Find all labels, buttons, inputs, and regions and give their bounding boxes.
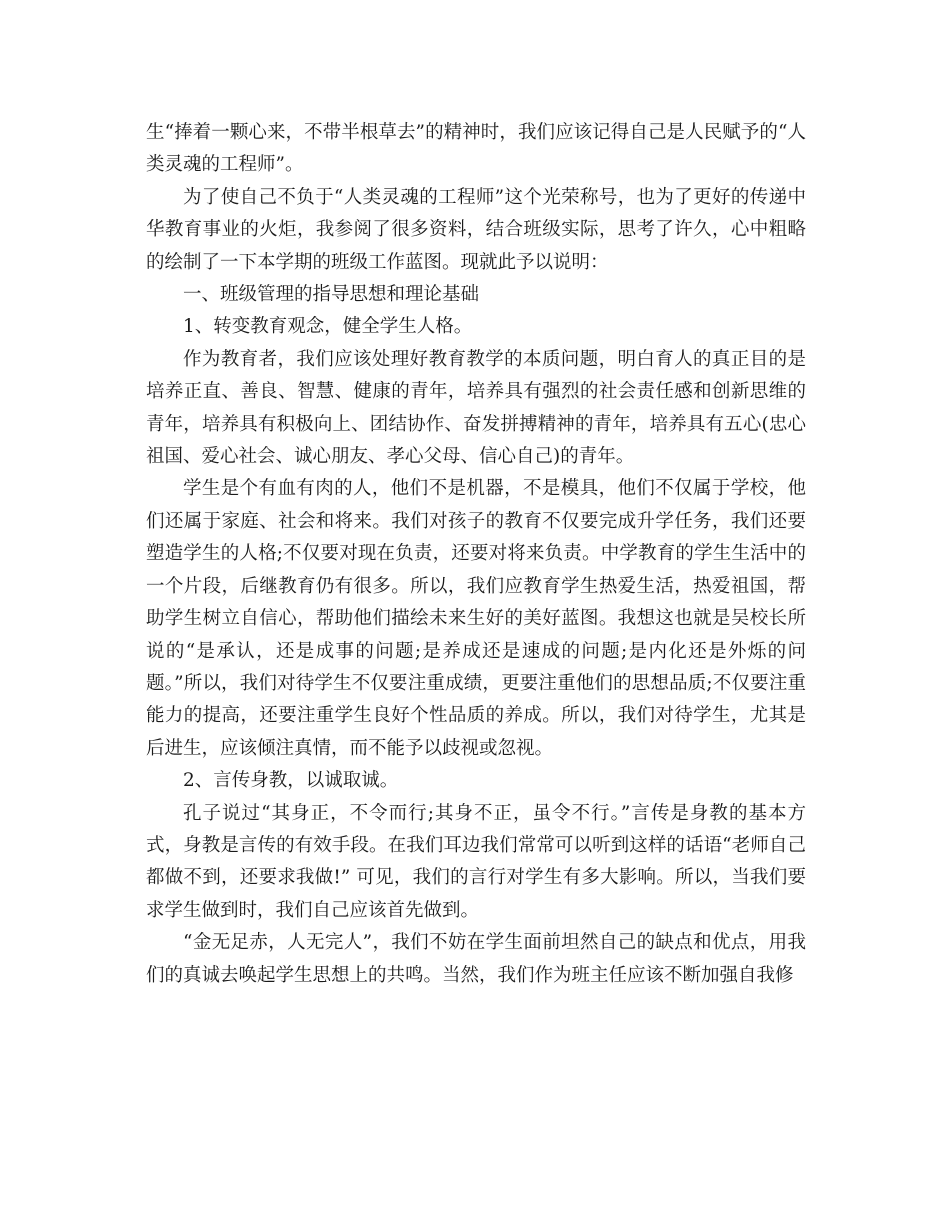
section-heading: 一、班级管理的指导思想和理论基础 xyxy=(183,284,480,306)
subsection-heading-2: 2、言传身教，以诚取诚。 xyxy=(183,770,399,792)
document-body xyxy=(146,117,806,992)
paragraph-confucius-quote: 孔子说过“其身正，不令而行;其身不正，虽令不行。”言传是身教的基本方式，身教是言传的有效手段。在我们耳边我们常常可以听到这样的话语“老师自己都做不到，还要求我做!” 可见，我们的言行对学生有多大影响。所以，当我们要求学生做到时，我们自己应该首先做到。 xyxy=(146,802,806,921)
paragraph-student-nature: 学生是个有血有肉的人，他们不是机器，不是模具，他们不仅属于学校，他们还属于家庭、社会和将来。我们对孩子的教育不仅要完成升学任务，我们还要塑造学生的人格;不仅要对现在负责，还要对将来负责。中学教育的学生生活中的一个片段，后继教育仍有很多。所以，我们应教育学生热爱生活，热爱祖国，帮助学生树立自信心，帮助他们描绘未来生好的美好蓝图。我想这也就是吴校长所说的“是承认，还是成事的问题;是养成还是速成的问题;是内化还是外烁的问题。”所以，我们对待学生不仅要注重成绩，更要注重他们的思想品质;不仅要注重能力的提高，还要注重学生良好个性品质的养成。所以，我们对待学生，尤其是后进生，应该倾注真情，而不能予以歧视或忽视。 xyxy=(146,478,806,759)
paragraph-intro: 为了使自己不负于“人类灵魂的工程师”这个光荣称号，也为了更好的传递中华教育事业的火炬，我参阅了很多资料，结合班级实际，思考了许久，心中粗略的绘制了一下本学期的班级工作蓝图。现就此予以说明： xyxy=(146,186,806,273)
paragraph-continuation: 生“捧着一颗心来，不带半根草去”的精神时，我们应该记得自己是人民赋予的“人类灵魂的工程师”。 xyxy=(146,122,806,176)
subsection-heading-1: 1、转变教育观念，健全学生人格。 xyxy=(183,316,473,338)
paragraph-sincerity: “金无足赤，人无完人”，我们不妨在学生面前坦然自己的缺点和优点，用我们的真诚去唤起学生思想上的共鸣。当然，我们作为班主任应该不断加强自我修 xyxy=(146,932,806,986)
paragraph-educator-role: 作为教育者，我们应该处理好教育教学的本质问题，明白育人的真正目的是培养正直、善良、智慧、健康的青年，培养具有强烈的社会责任感和创新思维的青年，培养具有积极向上、团结协作、奋发拼搏精神的青年，培养具有五心(忠心祖国、爱心社会、诚心朋友、孝心父母、信心自己)的青年。 xyxy=(146,348,806,468)
